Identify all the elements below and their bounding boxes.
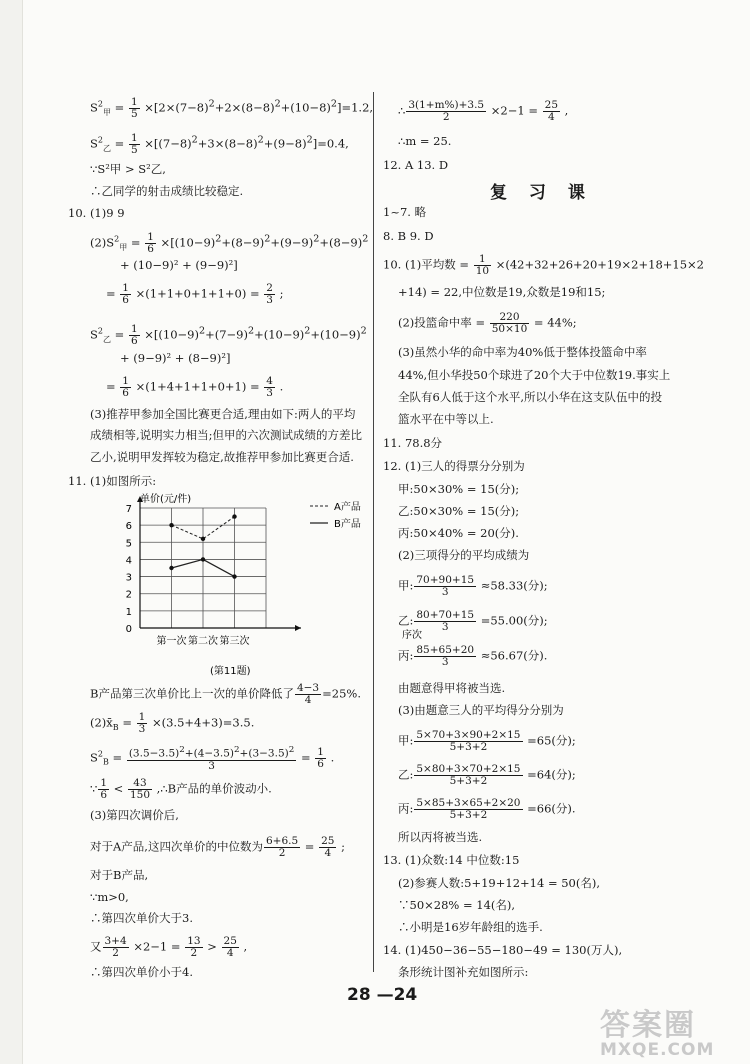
y-tick-label: 0 xyxy=(125,624,132,635)
y-tick-label: 3 xyxy=(125,572,132,584)
line-chart xyxy=(110,488,440,683)
answer-line: 10. (1)9 9 xyxy=(68,206,125,220)
data-point xyxy=(232,514,236,518)
answer-line: 丙: $\frac{5\times 85+3\times 65+2\times 20}{5+3+2}$ =66(分). xyxy=(398,797,576,821)
section-title: 复 习 课 xyxy=(490,183,593,203)
answer-line: (2)参赛人数:5+19+12+14 = 50(名), xyxy=(398,876,600,890)
answer-line: 又 $\frac{3+4}{2}$ ×2−1 = $\frac{13}{2}$ > $\frac{25}{4}$ , xyxy=(90,935,248,959)
chart-legend xyxy=(310,500,361,530)
answer-line: = $\frac{1}{6}$ ×(1+4+1+1+0+1) = $\frac{4}{3}$ . xyxy=(106,375,284,399)
x-axis-arrow xyxy=(295,625,301,631)
x-tick-label: 第一次 xyxy=(156,636,187,647)
answer-line: 所以丙将被当选. xyxy=(398,830,483,844)
watermark-text: 答案圈 xyxy=(600,1008,696,1043)
data-point xyxy=(169,566,173,570)
answer-line: 丙: $\frac{85+65+20}{3}$ ≈56.67(分). xyxy=(398,644,548,668)
answer-line: 甲: $\frac{5\times 70+3\times 90+2\times 15}{5+3+2}$ =65(分); xyxy=(398,729,576,753)
answer-line: ∵S²甲 > S²乙, xyxy=(90,162,166,176)
answer-line: 篮水平在中等以上. xyxy=(398,412,494,426)
watermark-logo xyxy=(600,1000,740,1060)
answer-line: ∵50×28% = 14(名), xyxy=(398,898,516,912)
y-tick-label: 6 xyxy=(125,521,132,533)
answer-line: 对于B产品, xyxy=(90,868,149,882)
answer-line: 8. B 9. D xyxy=(383,229,434,243)
answer-line: ∵m>0, xyxy=(90,890,129,904)
answer-line: 1~7. 略 xyxy=(383,205,427,219)
answer-line: +14) = 22,中位数是19,众数是19和15; xyxy=(398,285,606,299)
answer-line: 乙: $\frac{80+70+15}{3}$ =55.00(分); xyxy=(398,609,548,633)
figure-caption: (第11题) xyxy=(210,666,251,677)
answer-line: 丙:50×40% = 20(分). xyxy=(398,526,519,540)
answer-line: $S^2_乙$ = $\frac{1}{5}$ $\times[(7-8)^2+3\times(8-8)^2+(9-8)^2]=0.4$, xyxy=(90,132,349,156)
answer-line: 11. (1)如图所示: xyxy=(68,474,157,488)
answer-line: 甲:50×30% = 15(分); xyxy=(398,482,520,496)
answer-line: 10. (1)平均数 = $\frac{1}{10}$ ×(42+32+26+20+19×2+18+15×2 xyxy=(383,253,704,277)
answer-line: ∴第四次单价大于3. xyxy=(90,911,193,925)
column-divider xyxy=(373,92,374,972)
answer-line: $S^2_B$ = $\frac{(3.5-3.5)^2+(4-3.5)^2+(3-3.5)^2}{3}$ = $\frac{1}{6}$ . xyxy=(90,745,335,772)
answer-line: 13. (1)众数:14 中位数:15 xyxy=(383,853,520,867)
answer-line: B产品第三次单价比上一次的单价降低了 $\frac{4-3}{4}$ =25%. xyxy=(90,682,361,706)
answer-line: 对于A产品,这四次单价的中位数为 $\frac{6+6.5}{2}$ = $\frac{25}{4}$ ; xyxy=(90,835,346,859)
y-tick-label: 1 xyxy=(125,606,132,618)
answer-line: $S^2_甲$ = $\frac{1}{5}$ $\times[2\times(7-8)^2+2\times(8-8)^2+(10-8)^2]=1.2$, xyxy=(90,96,374,120)
answer-line: ∴m = 25. xyxy=(398,134,452,148)
answer-line: (2)投篮命中率 = $\frac{220}{50\times 10}$ = 44%; xyxy=(398,311,577,335)
answer-line: (2)三项得分的平均成绩为 xyxy=(398,548,530,562)
answer-line: $S^2_乙$ = $\frac{1}{6}$ $\times[(10-9)^2+(7-9)^2+(10-9)^2+(10-9)^2$ xyxy=(90,323,367,347)
y-axis-label: 单价(元/件) xyxy=(140,494,192,505)
answer-line: 成绩相等,说明实力相当;但甲的六次测试成绩的方差比 xyxy=(90,428,363,442)
y-tick-label: 2 xyxy=(125,589,132,601)
answer-line: 14. (1)450−36−55−180−49 = 130(万人), xyxy=(383,943,623,957)
answer-line: + (9−9)² + (8−9)²] xyxy=(120,351,231,365)
answer-line: 44%,但小华投50个球进了20个大于中位数19.事实上 xyxy=(398,368,671,382)
y-tick-label: 4 xyxy=(125,555,132,567)
answer-line: (3)推荐甲参加全国比赛更合适,理由如下:两人的平均 xyxy=(90,407,356,421)
answer-line: + (10−9)² + (9−9)²] xyxy=(120,258,238,272)
answer-line: 乙小,说明甲发挥较为稳定,故推荐甲参加比赛更合适. xyxy=(90,450,354,464)
data-point xyxy=(169,523,173,527)
answer-line: 11. 78.8分 xyxy=(383,436,443,450)
watermark-url: MXQE.COM xyxy=(600,1040,715,1060)
legend-label: A产品 xyxy=(334,502,361,513)
answer-line: 乙:50×30% = 15(分); xyxy=(398,504,520,518)
legend-label: B产品 xyxy=(334,519,361,530)
x-axis-label: 序次 xyxy=(402,630,422,641)
data-point xyxy=(201,537,205,541)
answer-line: (3)由题意三人的平均得分分别为 xyxy=(398,703,564,717)
x-tick-label: 第二次 xyxy=(188,636,218,647)
answer-line: 条形统计图补充如图所示: xyxy=(398,965,529,979)
answer-line: ∴小明是16岁年龄组的选手. xyxy=(398,920,543,934)
answer-line: $(2)S^2_甲$ = $\frac{1}{6}$ $\times[(10-9)^2+(8-9)^2+(9-9)^2+(8-9)^2$ xyxy=(90,231,369,255)
x-tick-label: 第三次 xyxy=(219,636,250,647)
answer-line: 乙: $\frac{5\times 80+3\times 70+2\times 15}{5+3+2}$ =64(分); xyxy=(398,763,576,787)
answer-line: 全队有6人低于这个水平,所以小华在这支队伍中的投 xyxy=(398,390,662,404)
answer-line: 由题意得甲将被当选. xyxy=(398,681,506,695)
data-point xyxy=(201,557,205,561)
answer-line: 12. (1)三人的得票分分别为 xyxy=(383,459,525,473)
answer-line: = $\frac{1}{6}$ ×(1+1+0+1+1+0) = $\frac{2}{3}$ ; xyxy=(106,282,284,306)
y-tick-label: 7 xyxy=(125,504,132,515)
page-number: 28 —24 xyxy=(347,985,418,1005)
answer-line: 12. A 13. D xyxy=(383,158,449,172)
answer-line: $(2)x̄_B$ = $\frac{1}{3}$ ×(3.5+4+3)=3.5. xyxy=(90,711,255,735)
answer-line: (3)第四次调价后, xyxy=(90,808,179,822)
answer-line: 甲: $\frac{70+90+15}{3}$ ≈58.33(分); xyxy=(398,574,548,598)
answer-line: ∴ $\frac{3(1+m\%)+3.5}{2}$ ×2−1 = $\frac{25}{4}$ , xyxy=(398,99,569,123)
y-tick-label: 5 xyxy=(125,538,132,550)
scan-edge xyxy=(0,0,23,1064)
answer-line: (3)虽然小华的命中率为40%低于整体投篮命中率 xyxy=(398,345,647,359)
answer-line: ∴乙同学的射击成绩比较稳定. xyxy=(90,184,244,198)
chart-grid xyxy=(140,508,266,628)
data-point xyxy=(232,574,236,578)
answer-line: ∴第四次单价小于4. xyxy=(90,965,193,979)
answer-line: ∵ $\frac{1}{6}$ < $\frac{43}{150}$ ,∴B产品的单价波动小. xyxy=(90,777,272,801)
